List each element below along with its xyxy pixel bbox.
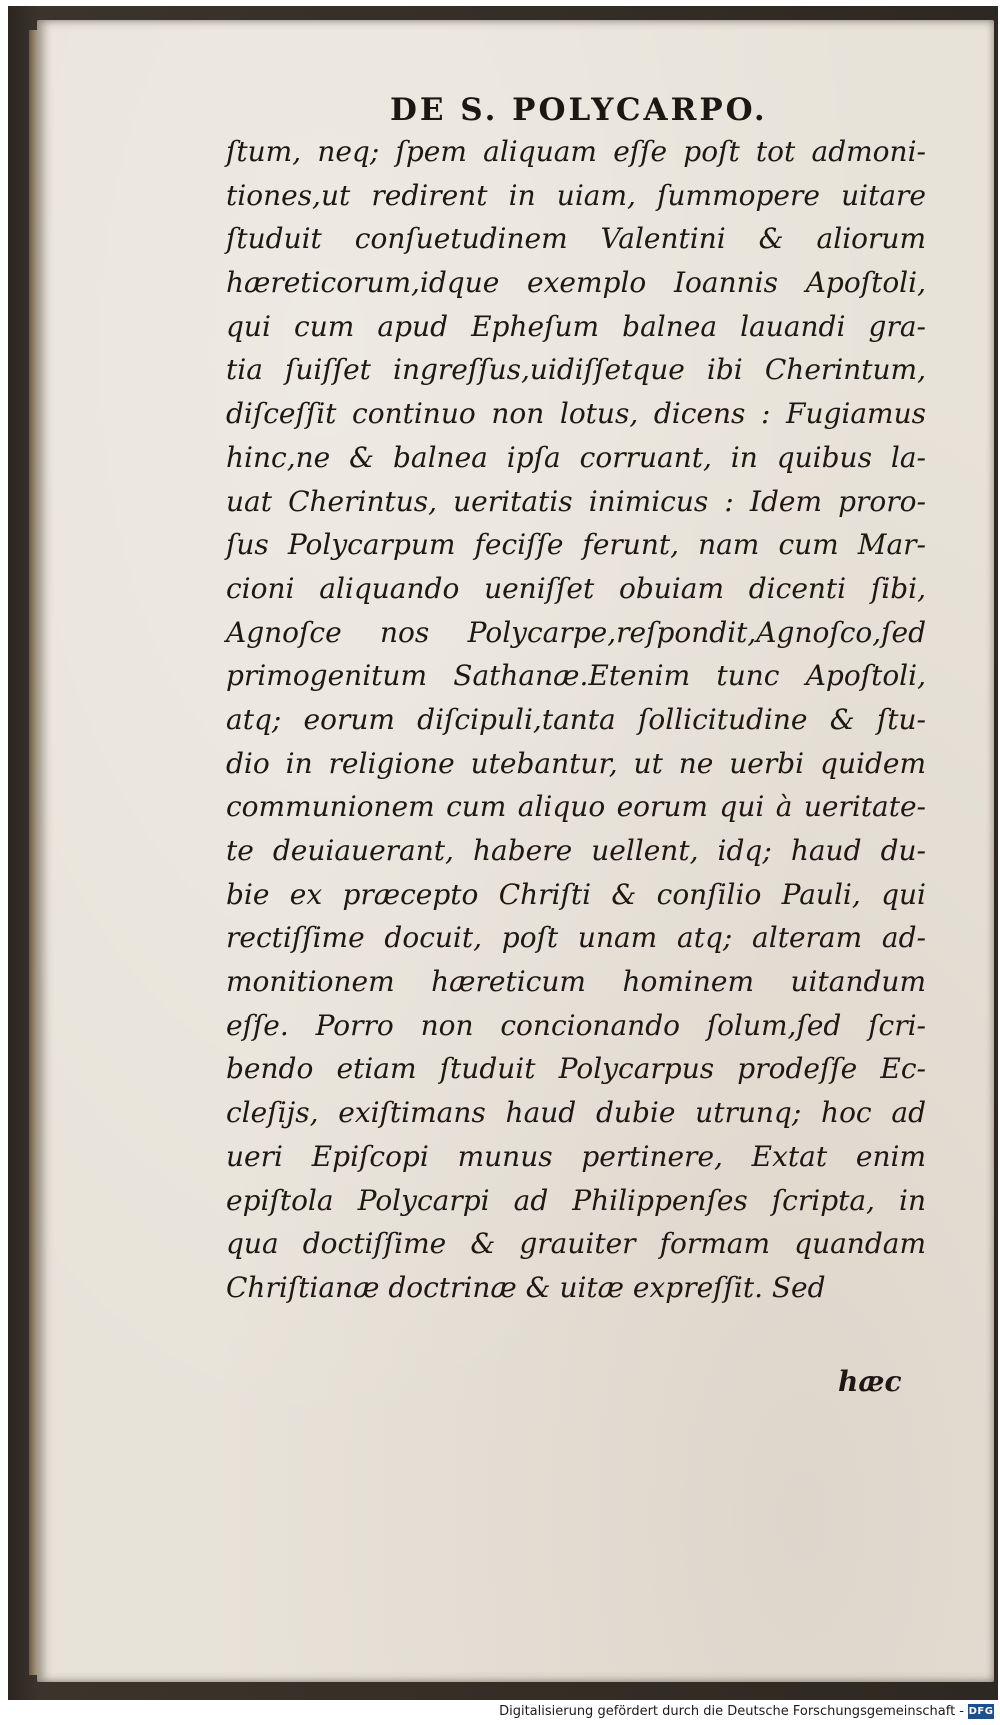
text-line: hæreticorum,idque exemplo Ioannis Apoſtoli, xyxy=(226,266,926,300)
text-line: atq; eorum diſcipuli,tanta ſollicitudine & ſtu- xyxy=(226,702,926,736)
text-line: bie ex præcepto Chriſti & conſilio Pauli, qui xyxy=(226,877,926,911)
text-line: ſtum, neq; ſpem aliquam eſſe poſt tot admoni- xyxy=(226,135,926,168)
text-line: dio in religione utebantur, ut ne uerbi quidem xyxy=(226,746,926,780)
text-line: qua doctiſſime & grauiter formam quandam xyxy=(226,1227,926,1261)
text-line: monitionem hæreticum hominem uitandum xyxy=(226,965,926,999)
text-line: rectiſſime docuit, poſt unam atq; alteram ad- xyxy=(226,921,926,955)
dfg-logo: DFG xyxy=(968,1706,994,1717)
text-line: communionem cum aliquo eorum qui à ueritate- xyxy=(226,790,926,824)
text-line: ſtuduit conſuetudinem Valentini & aliorum xyxy=(226,222,926,256)
catchword: hæc xyxy=(838,1365,902,1398)
body-text xyxy=(226,130,926,1310)
text-line: qui cum apud Epheſum balnea lauandi gra- xyxy=(226,309,926,343)
text-line: primogenitum Sathanæ.Etenim tunc Apoſtoli, xyxy=(226,659,926,693)
text-line: te deuiauerant, habere uellent, idq; haud du- xyxy=(226,834,926,867)
text-line: ſus Polycarpum feciſſe ferunt, nam cum Mar- xyxy=(226,528,926,562)
running-head: DE S. POLYCARPO. xyxy=(390,92,768,128)
text-line: Chriſtianæ doctrinæ & uitæ expreſſit. Sed xyxy=(226,1270,826,1304)
text-line: tia ſuiſſet ingreſſus,uidiſſetque ibi Cherintum, xyxy=(226,353,926,387)
text-line: Agnoſce nos Polycarpe,reſpondit,Agnoſco,ſed xyxy=(226,615,926,649)
text-line: eſſe. Porro non concionando ſolum,ſed ſcri- xyxy=(226,1008,926,1042)
text-line: hinc,ne & balnea ipſa corruant, in quibus la- xyxy=(226,440,926,474)
funding-credit: Digitalisierung gefördert durch die Deutsche Forschungsgemeinschaft - xyxy=(499,1704,964,1719)
text-line: tiones,ut redirent in uiam, ſummopere uitare xyxy=(226,178,926,212)
text-line: diſceſſit continuo non lotus, dicens : Fugiamus xyxy=(226,397,926,431)
text-line: cioni aliquando ueniſſet obuiam dicenti ſibi, xyxy=(226,571,926,605)
text-line: bendo etiam ſtuduit Polycarpus prodeſſe Ec- xyxy=(226,1052,926,1086)
text-line: epiſtola Polycarpi ad Philippenſes ſcripta, in xyxy=(226,1183,926,1217)
text-line: uat Cherintus, ueritatis inimicus : Idem proro- xyxy=(226,484,926,518)
text-line: ueri Epiſcopi munus pertinere, Extat enim xyxy=(226,1139,926,1173)
text-line: cleſijs, exiſtimans haud dubie utrunq; hoc ad xyxy=(226,1096,926,1130)
digitization-footer xyxy=(0,1700,1000,1725)
